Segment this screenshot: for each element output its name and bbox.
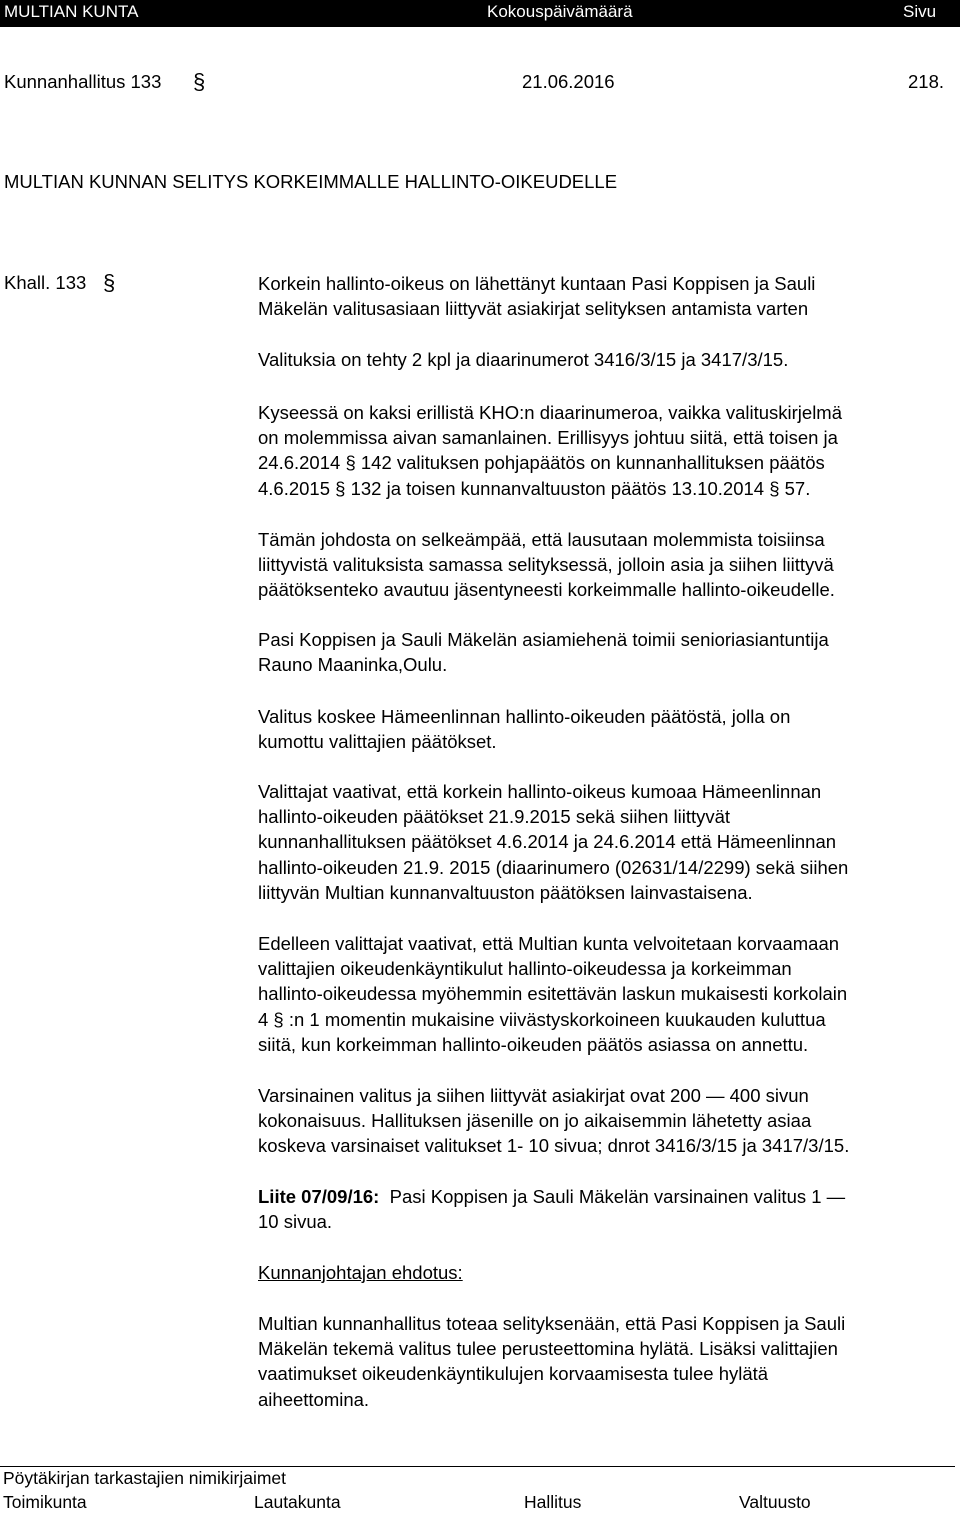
text-line: liittyvän Multian kunnanvaltuuston päätöksen lainvastaisena. [258,881,753,903]
text-line: Mäkelän tekemä valitus tulee perusteettomina hylätä. Lisäksi valittajien [258,1338,838,1360]
proposal-heading-block [258,1260,958,1285]
text-line: Multian kunnanhallitus toteaa selityksenään, että Pasi Koppisen ja Sauli [258,1313,846,1334]
text-line: Kyseessä on kaksi erillistä KHO:n diaarinumeroa, vaikka valituskirjelmä [258,402,843,423]
proposal-heading: Kunnanjohtajan ehdotus: [258,1262,463,1283]
attachment [258,1184,958,1234]
text-line: Tämän johdosta on selkeämpää, että lausutaan molemmista toisiinsa [258,529,825,550]
paragraph-intro [258,271,958,321]
text-line: Pasi Koppisen ja Sauli Mäkelän asiamiehenä toimii senioriasiantuntija [258,629,829,650]
paragraph-appeals [258,347,958,372]
distribution-item: Lautakunta [254,1492,341,1512]
text-line: 4.6.2015 § 132 ja toisen kunnanvaltuuston päätös 13.10.2014 § 57. [258,477,811,499]
text-line: hallinto-oikeuden päätökset 21.9.2015 sekä siihen liittyvät [258,806,731,828]
page-label: Sivu [903,2,937,21]
footer-distribution [3,1491,953,1513]
text-line: 4 § :n 1 momentin mukaisine viivästyskorkoineen kuukauden kuluttua [258,1008,826,1030]
attachment-label: Liite 07/09/16: [258,1186,380,1207]
paragraph-appeal-subject [258,704,958,754]
paragraph-costs [258,931,958,1057]
section-sign: § [193,69,206,94]
paragraph-documents [258,1083,958,1159]
text-line: Edelleen valittajat vaativat, että Multian kunta velvoitetaan korvaamaan [258,933,840,954]
document-header-bar [0,0,960,27]
text-line: vaatimukset oikeudenkäyntikulujen korvaamisesta tulee hylätä [258,1363,769,1385]
reference-section-sign: § [103,270,116,295]
text-line: Valittajat vaativat, että korkein hallinto-oikeus kumoaa Hämeenlinnan [258,781,822,802]
text-line: liittyvistä valituksista samassa selityksessä, jolloin asia ja siihen liittyvä [258,554,834,576]
text-line: kokonaisuus. Hallituksen jäsenille on jo aikaisemmin lähetetty asiaa [258,1110,812,1132]
distribution-item: Toimikunta [3,1492,87,1512]
paragraph-demands [258,779,958,905]
distribution-item: Hallitus [524,1492,582,1512]
text-line: Valituksia on tehty 2 kpl ja diaarinumerot 3416/3/15 ja 3417/3/15. [258,349,789,370]
text-line: Varsinainen valitus ja siihen liittyvät asiakirjat ovat 200 — 400 sivun [258,1085,809,1106]
paragraph-representative [258,627,958,677]
text-line: kunnanhallituksen päätökset 4.6.2014 ja 24.6.2014 että Hämeenlinnan [258,831,837,853]
text-line: hallinto-oikeuden 21.9. 2015 (diaarinumero (02631/14/2299) sekä siihen [258,856,849,878]
text-line: 24.6.2014 § 142 valituksen pohjapäätös on kunnanhallituksen päätös [258,452,825,474]
meeting-body: Kunnanhallitus 133 [4,71,162,92]
text-line: on molemmissa aivan samanlainen. Erillisyys johtuu siitä, että toisen ja [258,427,838,449]
text-line: koskeva varsinaiset valitukset 1- 10 sivua; dnrot 3416/3/15 ja 3417/3/15. [258,1135,850,1157]
text-line: Mäkelän valitusasiaan liittyvät asiakirjat selityksen antamista varten [258,298,809,320]
text-line: 10 sivua. [258,1211,333,1233]
footer-initials-label: Pöytäkirjan tarkastajien nimikirjaimet [3,1468,287,1488]
distribution-item: Valtuusto [739,1492,811,1512]
text-line: siitä, kun korkeimman hallinto-oikeuden päätös asiassa on annettu. [258,1033,809,1055]
text-line: päätöksenteko avautuu jäsentyneesti korkeimmalle hallinto-oikeudelle. [258,579,835,601]
text-line: aiheettomina. [258,1388,370,1410]
paragraph-reasoning [258,527,958,603]
paragraph-proposal [258,1311,958,1412]
text-line: Korkein hallinto-oikeus on lähettänyt kuntaan Pasi Koppisen ja Sauli [258,273,816,294]
meeting-date: 21.06.2016 [522,71,615,92]
organization-name: MULTIAN KUNTA [4,2,139,21]
text-line: kumottu valittajien päätökset. [258,731,497,753]
meeting-date-label: Kokouspäivämäärä [487,2,633,21]
text-line: Rauno Maaninka,Oulu. [258,654,448,676]
page-number: 218. [908,71,945,92]
document-title: MULTIAN KUNNAN SELITYS KORKEIMMALLE HALLINTO-OIKEUDELLE [4,171,618,192]
paragraph-diary-numbers [258,400,958,501]
text-line: valittajien oikeudenkäyntikulut hallinto-oikeudessa ja korkeimman [258,958,792,980]
reference: Khall. 133 [4,272,87,293]
attachment-text: Pasi Koppisen ja Sauli Mäkelän varsinainen valitus 1 — [379,1186,846,1207]
text-line: hallinto-oikeudessa myöhemmin esitettävän laskun mukaisesti korkolain [258,983,848,1005]
text-line: Valitus koskee Hämeenlinnan hallinto-oikeuden päätöstä, jolla on [258,706,791,727]
